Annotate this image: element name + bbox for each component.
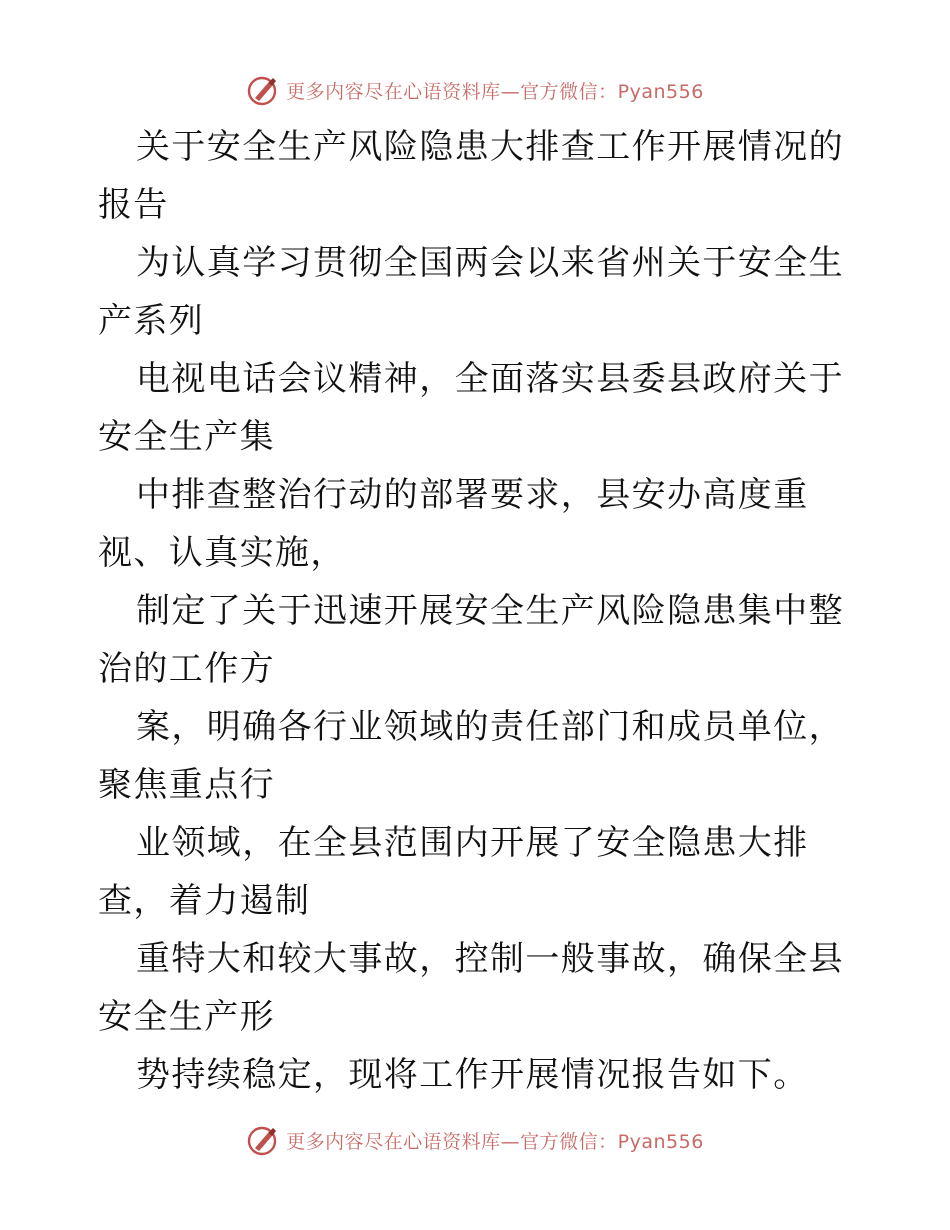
pen-logo-icon <box>246 73 280 107</box>
document-body <box>98 118 858 1104</box>
paragraph: 关于安全生产风险隐患大排查工作开展情况的报告 <box>98 127 844 225</box>
paragraph: 势持续稳定，现将工作开展情况报告如下。 <box>136 1055 809 1095</box>
paragraph: 业领域，在全县范围内开展了安全隐患大排查，着力遏制 <box>98 823 809 921</box>
watermark-text: 更多内容尽在心语资料库—官方微信：Pyan556 <box>286 1130 704 1153</box>
paragraph: 为认真学习贯彻全国两会以来省州关于安全生产系列 <box>98 243 844 341</box>
footer-watermark <box>0 1120 950 1160</box>
paragraph: 重特大和较大事故，控制一般事故，确保全县安全生产形 <box>98 939 844 1037</box>
paragraph: 案，明确各行业领域的责任部门和成员单位，聚焦重点行 <box>98 707 844 805</box>
header-watermark <box>0 70 950 110</box>
pen-logo-icon <box>246 1123 280 1157</box>
paragraph: 中排查整治行动的部署要求，县安办高度重视、认真实施， <box>98 475 809 573</box>
paragraph: 电视电话会议精神，全面落实县委县政府关于安全生产集 <box>98 359 844 457</box>
watermark-text: 更多内容尽在心语资料库—官方微信：Pyan556 <box>286 80 704 103</box>
paragraph: 制定了关于迅速开展安全生产风险隐患集中整治的工作方 <box>98 591 844 689</box>
